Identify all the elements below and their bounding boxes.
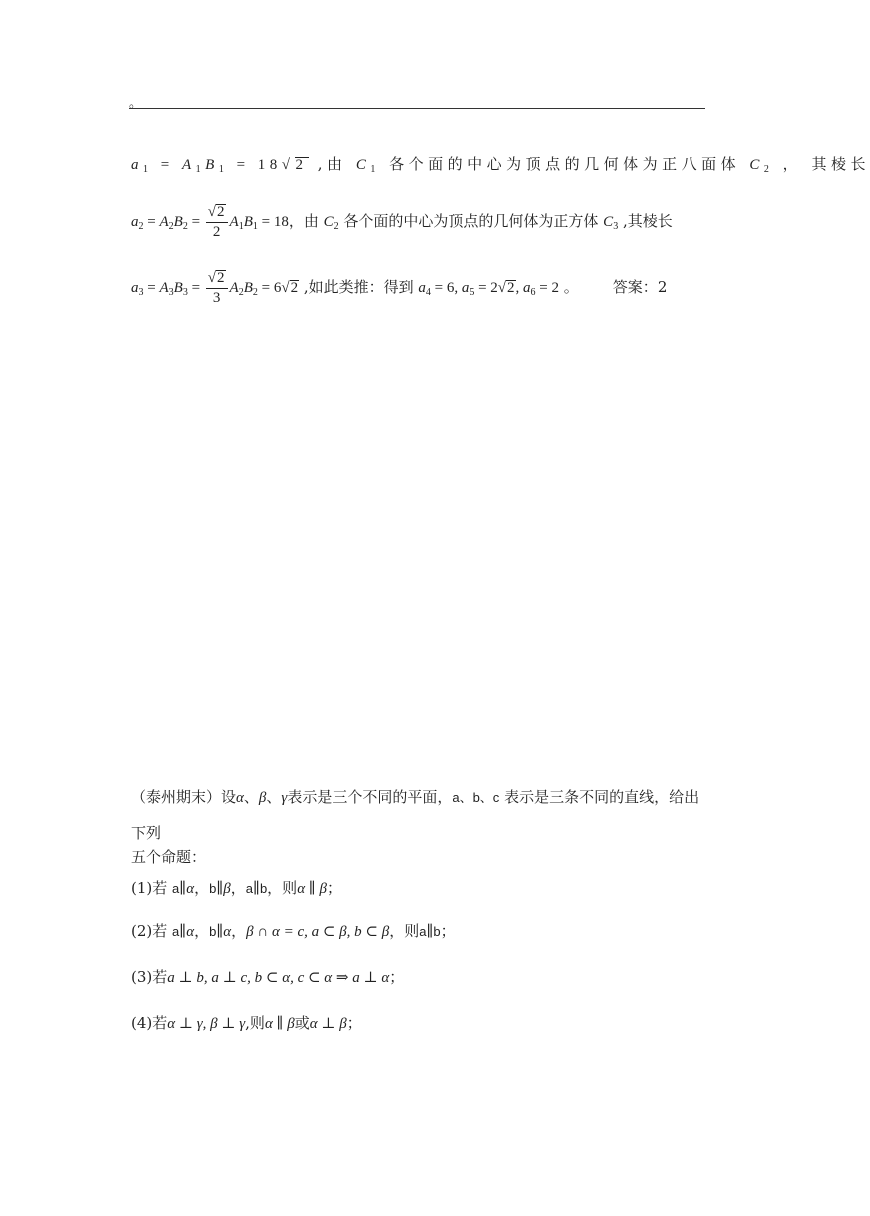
line-names: a、b、c: [452, 790, 500, 805]
label: (4)若: [131, 1014, 168, 1032]
text: ；: [389, 968, 405, 986]
text: ，则: [389, 922, 420, 940]
question-intro-cont: 下列: [131, 824, 162, 842]
question-intro: （泰州期末）设α、β、γ表示是三个不同的平面，a、b、c 表示是三条不同的直线，给出: [131, 788, 700, 806]
label: (1)若: [131, 879, 173, 897]
text: 则: [249, 1014, 265, 1032]
text: ；: [440, 922, 456, 940]
proposition-3: (3)若a ⊥ b, a ⊥ c, b ⊂ α, c ⊂ α ⇒ a ⊥ α；: [131, 968, 405, 986]
text: 表示是三条不同的直线，给出: [499, 788, 700, 806]
text: ；: [326, 879, 342, 897]
solution-line-1: $a_1 = A_1B_1 = 18√2$ ,由 $C_1$ 各个面的中心为顶点的几何体为正八面体 $C_2$ ， 其棱长: [131, 155, 870, 175]
answer-label: 答案：: [612, 278, 658, 296]
header-mark: 。: [129, 96, 143, 111]
text: 表示是三个不同的平面，: [287, 788, 453, 806]
header-rule: [129, 108, 705, 109]
text: ,由: [308, 155, 356, 173]
text: ， 其棱长: [773, 155, 870, 173]
text: ，由: [288, 212, 324, 230]
proposition-1: (1)若 a∥α，b∥β，a∥b，则α ∥ β；: [131, 879, 342, 897]
solution-line-2: $a_2 = A_2B_2$ = $\frac{√2}{2}$ $A_1B_1 = 18$，由 $C_2$ 各个面的中心为顶点的几何体为正方体 $C_3$ ,其棱长: [131, 204, 673, 240]
answer-value: 2: [657, 278, 668, 296]
label: (3)若: [131, 968, 168, 986]
question-intro-cont-2: 五个命题：: [131, 848, 207, 866]
text: 或: [294, 1014, 310, 1032]
label: (2)若: [131, 922, 173, 940]
text: 各个面的中心为顶点的几何体为正八面体: [379, 155, 750, 173]
solution-line-3: $a_3 = A_3B_3$ = $\frac{√2}{3}$ $A_2B_2 = 6√2$ ,如此类推：得到 $a_4 = 6$, $a_5 = 2√2$, $a_6 = 2$ 。 答案：2: [131, 270, 668, 306]
text: ,如此类推：得到: [299, 278, 419, 296]
text: ；: [346, 1014, 362, 1032]
text: ,其棱长: [618, 212, 673, 230]
proposition-2: (2)若 a∥α，b∥α，β ∩ α = c, a ⊂ β, b ⊂ β，则a∥b；: [131, 922, 456, 940]
value: = 18: [257, 214, 289, 230]
text: （泰州期末）设: [131, 788, 237, 806]
text: 。: [559, 278, 579, 296]
proposition-4: (4)若α ⊥ γ, β ⊥ γ,则α ∥ β或α ⊥ β；: [131, 1014, 362, 1032]
text: ，则: [267, 879, 298, 897]
text: 各个面的中心为顶点的几何体为正方体: [338, 212, 604, 230]
